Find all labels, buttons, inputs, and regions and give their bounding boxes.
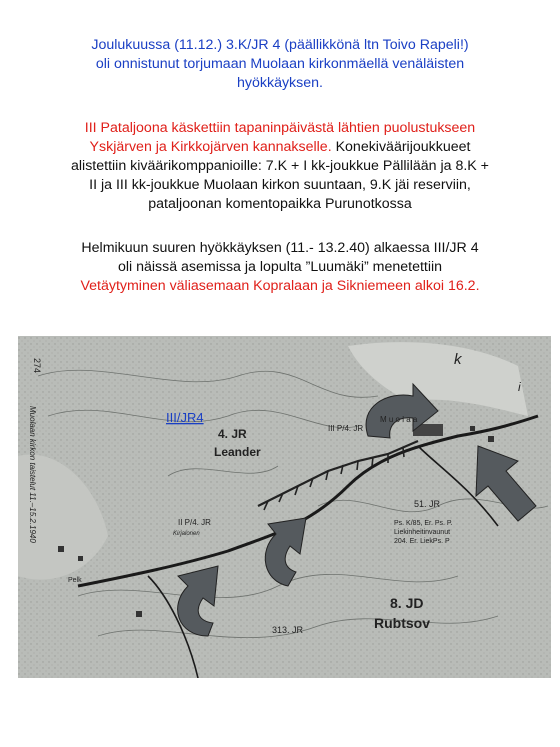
text-line: oli onnistunut torjumaan Muolaan kirkonmäellä venäläisten (95, 56, 465, 72)
label-iip4: II P/4. JR (178, 518, 211, 527)
february-paragraph (0, 239, 560, 296)
text-line: Vetäytyminen väliasemaan Kopralaan ja Sikniemeen alkoi 16.2. (80, 278, 480, 294)
text-line: oli näissä asemissa ja lopulta ”Luumäki” menetettiin (117, 259, 443, 275)
label-8jd: 8. JD (390, 595, 424, 611)
label-k: k (454, 351, 462, 368)
label-ps85: Ps. K/85, Er. Ps. P. (394, 520, 453, 527)
label-muolaa: M u o l a a (380, 415, 418, 424)
text-line: II ja III kk-joukkue Muolaan kirkon suuntaan, 9.K jäi reserviin, (89, 177, 471, 193)
label-iiip4: III P/4. JR (328, 424, 364, 433)
intro-paragraph (0, 36, 560, 93)
text-span-red: Yskjärven ja Kirkkojärven kannakselle. (89, 139, 332, 155)
label-liekki: Liekinheitinvaunut (394, 529, 451, 536)
label-kirjalonen: Kirjalonen (173, 531, 200, 537)
text-line: pataljoonan komentopaikka Purunotkossa (148, 196, 412, 212)
page-number: 274 (32, 358, 42, 374)
label-leander: Leander (214, 445, 261, 459)
label-pelk: Pelk (68, 577, 82, 584)
attack-arrow (178, 566, 218, 636)
text-line (0, 138, 560, 157)
text-line: III Pataljoona käskettiin tapaninpäivästä lähtien puolustukseen (84, 120, 476, 136)
unit-link[interactable]: III/JR4 (166, 410, 204, 425)
label-4jr: 4. JR (218, 427, 247, 441)
label-313jr: 313. JR (272, 625, 304, 635)
label-204: 204. Er. LiekPs. P (394, 538, 450, 545)
battalion-paragraph (0, 119, 560, 214)
label-i: i (518, 380, 521, 394)
label-51jr: 51. JR (414, 499, 441, 509)
label-rubtsov: Rubtsov (374, 615, 430, 631)
text-line: Helmikuun suuren hyökkäyksen (11.- 13.2.40) alkaessa III/JR 4 (81, 240, 479, 256)
text-line: Joulukuussa (11.12.) 3.K/JR 4 (päällikkönä ltn Toivo Rapeli!) (91, 37, 469, 53)
text-line: alistettiin kiväärikomppanioille: 7.K + I kk-joukkue Pällilään ja 8.K + (71, 158, 489, 174)
battle-map-drawing (18, 336, 551, 678)
text-line: hyökkäyksen. (237, 75, 323, 91)
text-span-black: Konekiväärijoukkueet (331, 139, 471, 155)
battle-map (18, 336, 551, 678)
side-caption: Muolaan kirkon taistelut 11.–15.2.1940 (28, 406, 37, 543)
